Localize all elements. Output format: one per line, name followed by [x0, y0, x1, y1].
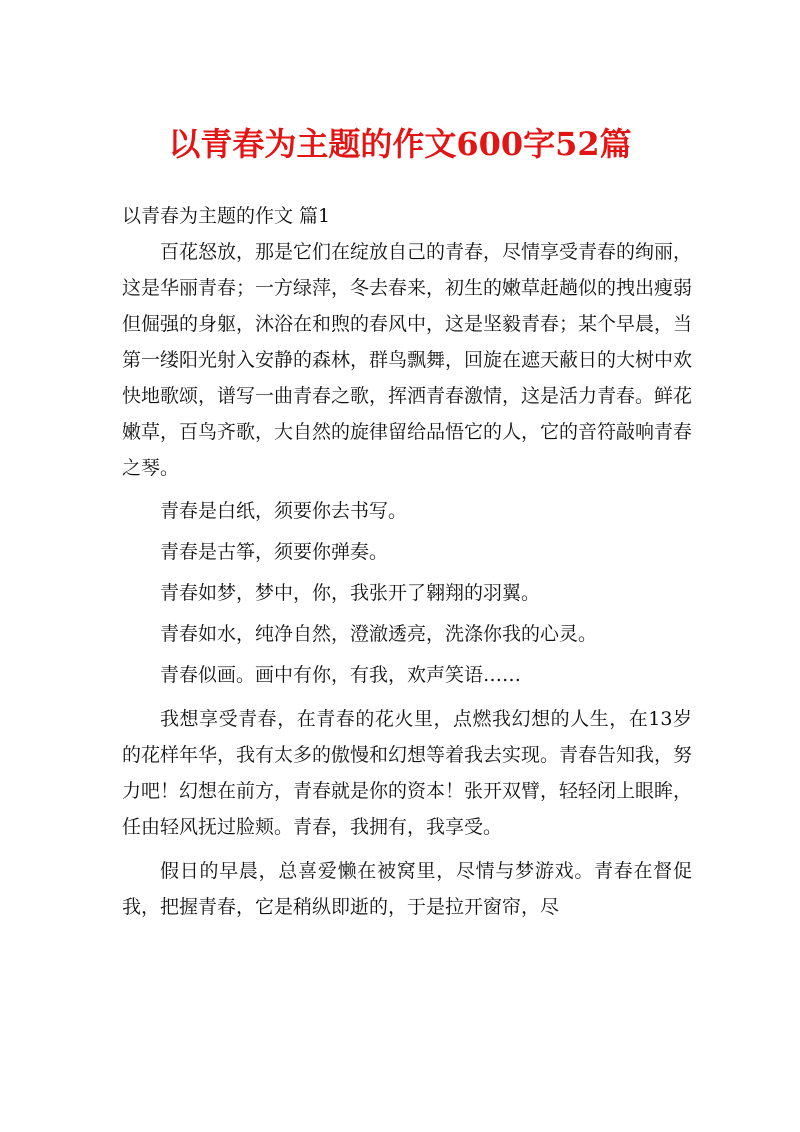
paragraph: 青春如梦，梦中，你，我张开了翱翔的羽翼。 — [160, 582, 541, 604]
paragraph: 青春是古筝，须要你弹奏。 — [160, 541, 389, 563]
document-body — [122, 198, 692, 925]
essay-subtitle: 以青春为主题的作文 篇1 — [122, 205, 331, 227]
paragraph: 青春似画。画中有你，有我，欢声笑语…… — [160, 664, 522, 686]
paragraph: 我想享受青春，在青春的花火里，点燃我幻想的人生，在13岁的花样年华，我有太多的傲慢和幻想等着我去实现。青春告知我，努力吧！幻想在前方，青春就是你的资本！张开双臂，轻轻闭上眼眸，任由轻风抚过脸颊。青春，我拥有，我享受。 — [122, 708, 693, 838]
paragraph: 百花怒放，那是它们在绽放自己的青春，尽情享受青春的绚丽，这是华丽青春；一方绿萍，冬去春来，初生的嫩草赶趟似的拽出瘦弱但倔强的身躯，沐浴在和煦的春风中，这是坚毅青春；某个早晨，当第一缕阳光射入安静的森林，群鸟飘舞，回旋在遮天蔽日的大树中欢快地歌颂，谱写一曲青春之歌，挥洒青春激情，这是活力青春。鲜花嫩草，百鸟齐歌，大自然的旋律留给品悟它的人，它的音符敲响青春之琴。 — [122, 241, 693, 479]
page-title: 以青春为主题的作文600字52篇 — [168, 125, 632, 163]
paragraph: 青春是白纸，须要你去书写。 — [160, 500, 408, 522]
paragraph: 青春如水，纯净自然，澄澈透亮，洗涤你我的心灵。 — [160, 623, 598, 645]
paragraph: 假日的早晨，总喜爱懒在被窝里，尽情与梦游戏。青春在督促我，把握青春，它是稍纵即逝的，于是拉开窗帘，尽 — [122, 860, 692, 918]
